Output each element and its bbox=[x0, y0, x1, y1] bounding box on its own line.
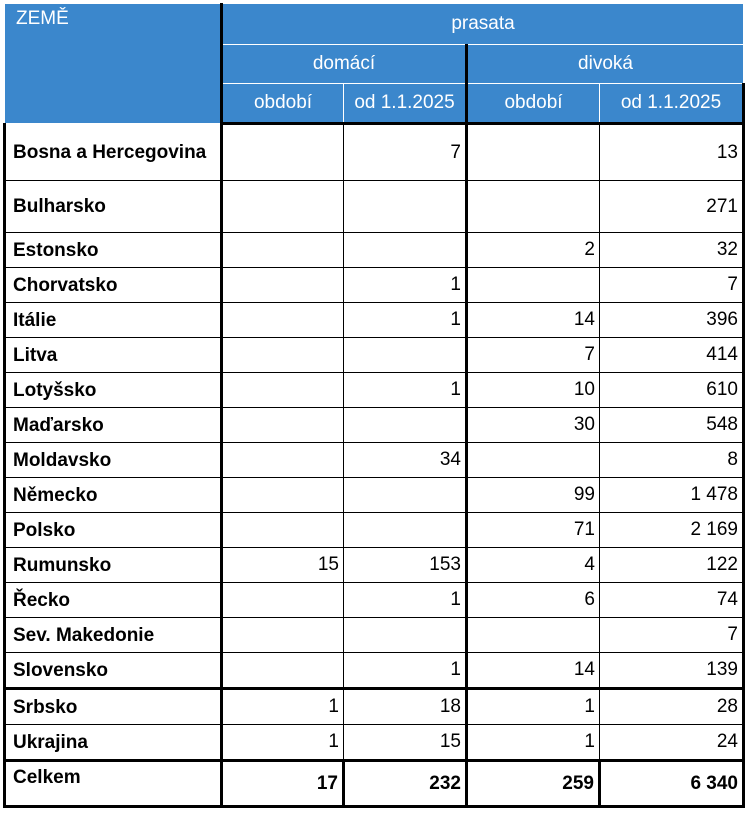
country-name: Německo bbox=[5, 478, 222, 513]
domestic-period-value bbox=[222, 408, 344, 443]
country-name: Moldavsko bbox=[5, 443, 222, 478]
domestic-since-value: 1 bbox=[344, 583, 467, 618]
wild-period-value: 10 bbox=[467, 373, 600, 408]
country-name: Lotyšsko bbox=[5, 373, 222, 408]
wild-period-value bbox=[467, 618, 600, 653]
country-name: Ukrajina bbox=[5, 725, 222, 761]
total-wild-since: 6 340 bbox=[600, 761, 744, 807]
country-name: Maďarsko bbox=[5, 408, 222, 443]
country-name: Slovensko bbox=[5, 653, 222, 689]
domestic-since-value bbox=[344, 513, 467, 548]
total-wild-period: 259 bbox=[467, 761, 600, 807]
wild-since-value: 24 bbox=[600, 725, 744, 761]
domestic-period-value bbox=[222, 233, 344, 268]
domestic-since-value bbox=[344, 408, 467, 443]
domestic-since-value bbox=[344, 478, 467, 513]
wild-since-value: 74 bbox=[600, 583, 744, 618]
wild-period-value: 4 bbox=[467, 548, 600, 583]
table-header bbox=[5, 4, 744, 124]
domestic-period-value bbox=[222, 268, 344, 303]
table-row bbox=[5, 124, 744, 181]
wild-period-value: 2 bbox=[467, 233, 600, 268]
domestic-header: domácí bbox=[222, 45, 467, 84]
country-name: Bosna a Hercegovina bbox=[5, 124, 222, 181]
domestic-period-value bbox=[222, 338, 344, 373]
country-name: Bulharsko bbox=[5, 181, 222, 233]
domestic-period-value bbox=[222, 653, 344, 689]
domestic-since-value: 1 bbox=[344, 303, 467, 338]
table-row bbox=[5, 181, 744, 233]
wild-period-value: 1 bbox=[467, 689, 600, 725]
domestic-period-header: období bbox=[222, 84, 344, 124]
country-name: Chorvatsko bbox=[5, 268, 222, 303]
country-column-header: ZEMĚ bbox=[5, 4, 222, 124]
domestic-since-value: 7 bbox=[344, 124, 467, 181]
wild-period-value bbox=[467, 268, 600, 303]
wild-since-value: 271 bbox=[600, 181, 744, 233]
country-name: Polsko bbox=[5, 513, 222, 548]
table-row bbox=[5, 373, 744, 408]
wild-since-value: 396 bbox=[600, 303, 744, 338]
country-name: Rumunsko bbox=[5, 548, 222, 583]
domestic-period-value bbox=[222, 443, 344, 478]
wild-period-value: 14 bbox=[467, 653, 600, 689]
domestic-period-value bbox=[222, 478, 344, 513]
total-domestic-since: 232 bbox=[344, 761, 467, 807]
wild-since-value: 610 bbox=[600, 373, 744, 408]
wild-period-value bbox=[467, 124, 600, 181]
table-row bbox=[5, 689, 744, 725]
country-name: Estonsko bbox=[5, 233, 222, 268]
domestic-since-value bbox=[344, 338, 467, 373]
wild-since-value: 7 bbox=[600, 618, 744, 653]
wild-period-value: 7 bbox=[467, 338, 600, 373]
domestic-period-value: 1 bbox=[222, 689, 344, 725]
country-name: Srbsko bbox=[5, 689, 222, 725]
domestic-since-value bbox=[344, 233, 467, 268]
outbreak-table bbox=[3, 3, 745, 808]
table-row bbox=[5, 303, 744, 338]
total-row bbox=[5, 761, 744, 807]
wild-since-value: 8 bbox=[600, 443, 744, 478]
table-row bbox=[5, 408, 744, 443]
domestic-period-value bbox=[222, 618, 344, 653]
domestic-since-value: 153 bbox=[344, 548, 467, 583]
table-row bbox=[5, 618, 744, 653]
wild-period-value: 99 bbox=[467, 478, 600, 513]
domestic-since-header: od 1.1.2025 bbox=[344, 84, 467, 124]
table-row bbox=[5, 268, 744, 303]
domestic-period-value: 1 bbox=[222, 725, 344, 761]
wild-since-value: 1 478 bbox=[600, 478, 744, 513]
wild-since-value: 28 bbox=[600, 689, 744, 725]
wild-period-value: 6 bbox=[467, 583, 600, 618]
domestic-period-value bbox=[222, 513, 344, 548]
table-body bbox=[5, 124, 744, 807]
domestic-since-value: 18 bbox=[344, 689, 467, 725]
table-row bbox=[5, 478, 744, 513]
domestic-period-value bbox=[222, 303, 344, 338]
wild-period-value bbox=[467, 181, 600, 233]
wild-since-value: 548 bbox=[600, 408, 744, 443]
domestic-since-value: 1 bbox=[344, 268, 467, 303]
table-row bbox=[5, 583, 744, 618]
domestic-since-value: 34 bbox=[344, 443, 467, 478]
wild-header: divoká bbox=[467, 45, 744, 84]
domestic-since-value: 15 bbox=[344, 725, 467, 761]
wild-since-value: 32 bbox=[600, 233, 744, 268]
domestic-period-value bbox=[222, 583, 344, 618]
table-row bbox=[5, 233, 744, 268]
wild-since-value: 122 bbox=[600, 548, 744, 583]
table-row bbox=[5, 725, 744, 761]
table-row bbox=[5, 338, 744, 373]
country-name: Litva bbox=[5, 338, 222, 373]
country-name: Řecko bbox=[5, 583, 222, 618]
domestic-since-value: 1 bbox=[344, 653, 467, 689]
wild-since-header: od 1.1.2025 bbox=[600, 84, 744, 124]
pigs-group-header: prasata bbox=[222, 4, 744, 45]
domestic-since-value: 1 bbox=[344, 373, 467, 408]
domestic-since-value bbox=[344, 618, 467, 653]
domestic-period-value bbox=[222, 124, 344, 181]
wild-since-value: 414 bbox=[600, 338, 744, 373]
wild-since-value: 2 169 bbox=[600, 513, 744, 548]
wild-period-value bbox=[467, 443, 600, 478]
total-domestic-period: 17 bbox=[222, 761, 344, 807]
table-row bbox=[5, 513, 744, 548]
country-name: Sev. Makedonie bbox=[5, 618, 222, 653]
wild-period-value: 30 bbox=[467, 408, 600, 443]
domestic-period-value bbox=[222, 373, 344, 408]
wild-since-value: 139 bbox=[600, 653, 744, 689]
wild-since-value: 7 bbox=[600, 268, 744, 303]
table-row bbox=[5, 653, 744, 689]
domestic-period-value: 15 bbox=[222, 548, 344, 583]
wild-period-value: 1 bbox=[467, 725, 600, 761]
wild-period-value: 71 bbox=[467, 513, 600, 548]
table-row bbox=[5, 548, 744, 583]
total-label: Celkem bbox=[5, 761, 222, 807]
table-row bbox=[5, 443, 744, 478]
country-name: Itálie bbox=[5, 303, 222, 338]
domestic-since-value bbox=[344, 181, 467, 233]
wild-since-value: 13 bbox=[600, 124, 744, 181]
domestic-period-value bbox=[222, 181, 344, 233]
wild-period-value: 14 bbox=[467, 303, 600, 338]
wild-period-header: období bbox=[467, 84, 600, 124]
